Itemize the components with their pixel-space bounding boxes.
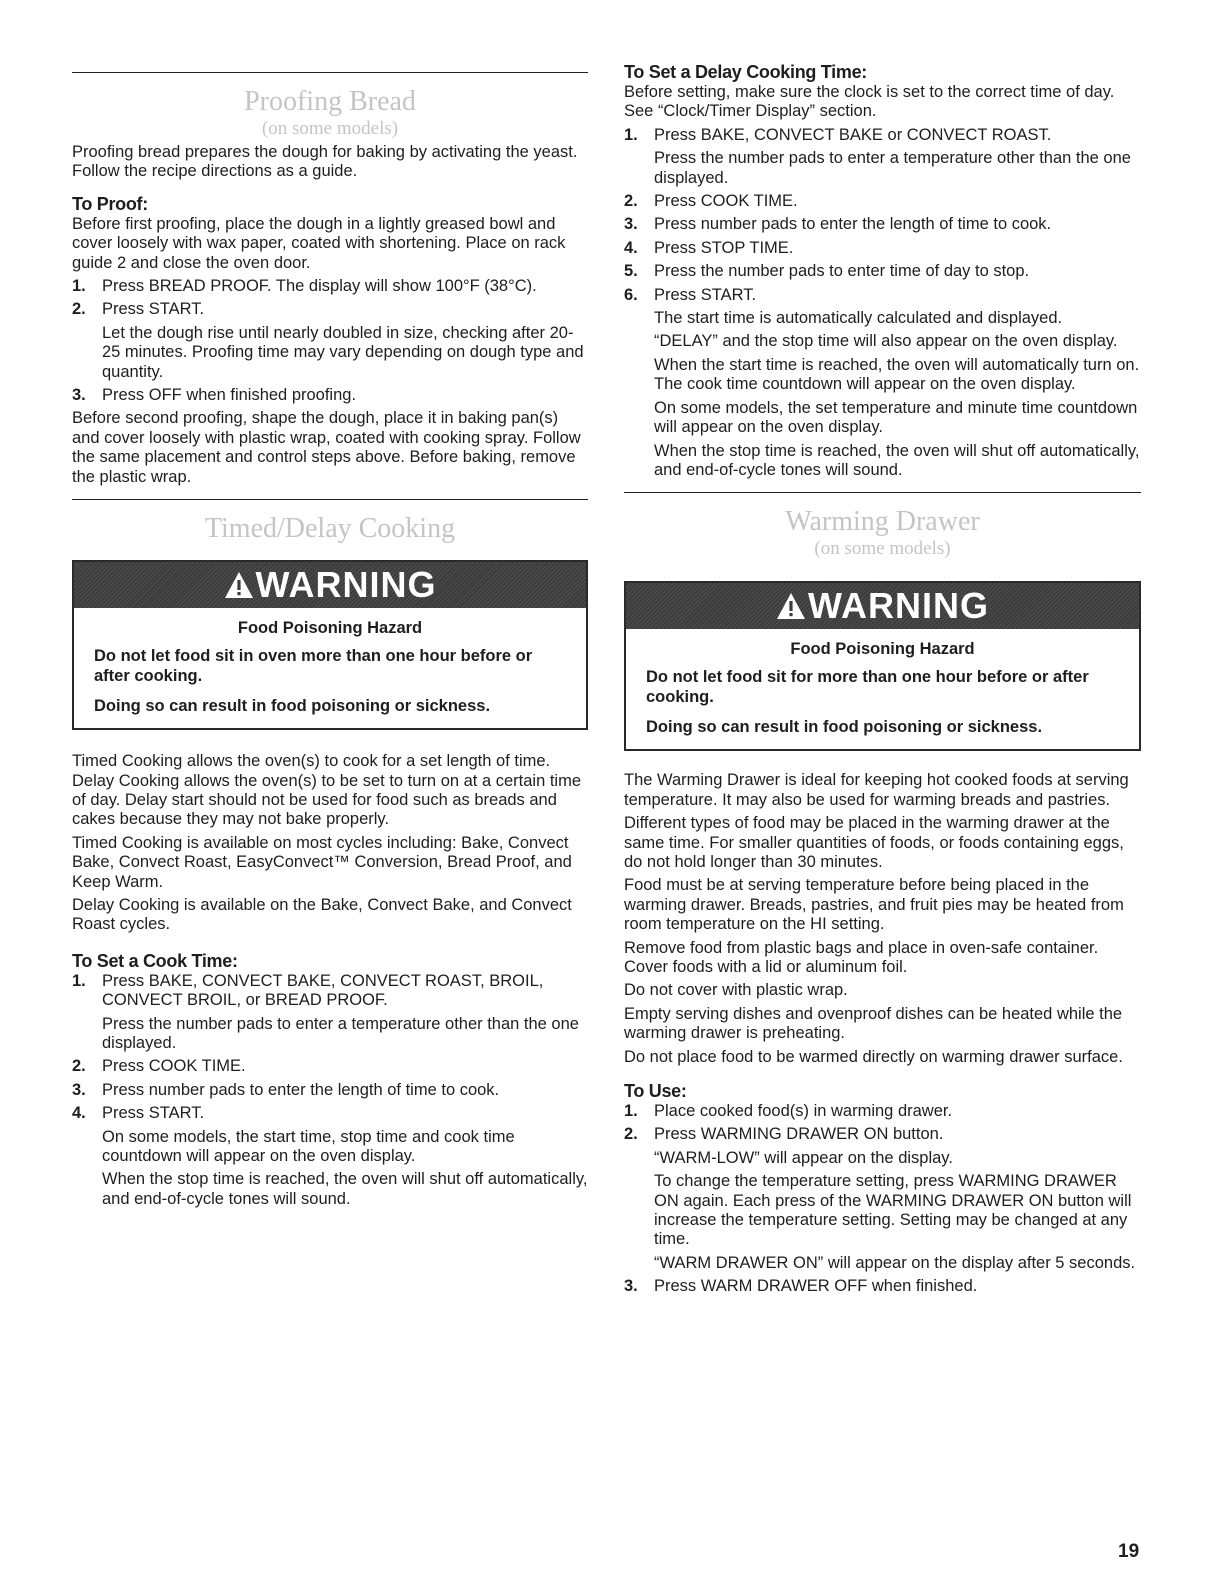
step-text: Press COOK TIME. <box>654 192 798 211</box>
section-subtitle-warming: (on some models) <box>814 538 951 560</box>
cook-time-steps <box>72 972 588 1209</box>
step-item <box>72 277 588 296</box>
step-number: 1. <box>72 971 86 990</box>
warning-triangle-icon <box>776 591 806 621</box>
warning-hazard: Food Poisoning Hazard <box>237 619 423 638</box>
step-number: 2. <box>624 1125 638 1144</box>
warning-line: Do not let food sit for more than one hour before or after cooking. <box>646 668 1089 707</box>
step-number: 3. <box>72 386 86 405</box>
step-note: Let the dough rise until nearly doubled in size, checking after 20-25 minutes. Proofing time may vary depending on dough type and quantity. <box>102 323 584 381</box>
section-title-proofing: Proofing Bread <box>244 86 416 117</box>
step-note: On some models, the set temperature and minute time countdown will appear on the oven display. <box>654 398 1138 437</box>
step-text: Press START. <box>102 1104 205 1123</box>
timed-paragraphs <box>72 752 588 935</box>
step-item <box>624 1125 1141 1273</box>
step-item <box>624 192 1141 211</box>
step-note: “DELAY” and the stop time will also appear on the oven display. <box>654 332 1118 351</box>
step-text: Press OFF when finished proofing. <box>102 386 357 405</box>
step-text: Press BREAD PROOF. The display will show 100°F (38°C). <box>102 277 537 296</box>
step-note: When the stop time is reached, the oven will shut off automatically, and end-of-cycle tones will sound. <box>654 441 1140 479</box>
step-note: When the stop time is reached, the oven will shut off automatically, and end-of-cycle tones will sound. <box>102 1170 588 1208</box>
warming-paragraphs <box>624 771 1141 1067</box>
warning-banner <box>626 583 1139 629</box>
section-subtitle-proofing: (on some models) <box>261 118 399 139</box>
warning-hazard: Food Poisoning Hazard <box>790 640 975 659</box>
step-note: Press the number pads to enter a temperature other than the one displayed. <box>654 149 1131 187</box>
step-text: Press START. <box>102 300 205 319</box>
step-text: Press number pads to enter the length of time to cook. <box>654 215 1052 234</box>
step-number: 2. <box>72 1057 86 1076</box>
step-number: 6. <box>624 285 638 304</box>
body-paragraph: Food must be at serving temperature before being placed in the warming drawer. Breads, pastries, and fruit pies may be heated from room temperature on the HI setting. <box>624 876 1124 934</box>
step-number: 4. <box>72 1104 86 1123</box>
step-number: 3. <box>72 1080 86 1099</box>
step-number: 1. <box>624 125 638 144</box>
section-divider <box>624 492 1141 493</box>
delay-heading: To Set a Delay Cooking Time: <box>624 62 867 82</box>
warning-line: Doing so can result in food poisoning or sickness. <box>94 697 491 716</box>
step-number: 3. <box>624 215 638 234</box>
warning-label: WARNING <box>808 585 989 627</box>
step-note: When the start time is reached, the oven will automatically turn on. The cook time countdown will appear on the oven display. <box>654 355 1140 394</box>
proofing-intro: Proofing bread prepares the dough for baking by activating the yeast. Follow the recipe directions as a guide. <box>72 143 578 181</box>
step-note: To change the temperature setting, press WARMING DRAWER ON again. Each press of the WARMING DRAWER ON button will increase the temperature setting. Setting may be changed at any time. <box>654 1172 1132 1249</box>
left-column <box>72 72 588 1209</box>
step-text: Press WARMING DRAWER ON button. <box>654 1125 944 1144</box>
step-number: 2. <box>624 192 638 211</box>
step-number: 5. <box>624 262 638 281</box>
step-text: Press START. <box>654 285 757 304</box>
warning-triangle-icon <box>224 570 254 600</box>
section-title-warming: Warming Drawer <box>785 506 980 538</box>
to-use-steps <box>624 1102 1141 1297</box>
step-item <box>624 126 1141 188</box>
step-item <box>624 1102 1141 1121</box>
step-text: Press STOP TIME. <box>654 238 794 257</box>
step-number: 4. <box>624 238 638 257</box>
cook-time-heading: To Set a Cook Time: <box>72 950 238 971</box>
body-paragraph: The Warming Drawer is ideal for keeping hot cooked foods at serving temperature. It may also be used for warming breads and pastries. <box>624 771 1129 809</box>
step-number: 3. <box>624 1277 638 1296</box>
second-proof-text: Before second proofing, shape the dough, place it in baking pan(s) and cover loosely with plastic wrap, coated with cooking spray. Follow the same placement and control steps above. Before baking, remove the plastic wrap. <box>72 409 581 486</box>
warning-banner <box>74 562 586 608</box>
delay-intro: Before setting, make sure the clock is set to the correct time of day. See “Clock/Timer Display” section. <box>624 83 1115 121</box>
body-paragraph: Timed Cooking is available on most cycles including: Bake, Convect Bake, Convect Roast, EasyConvect™ Conversion, Bread Proof, and Keep Warm. <box>72 833 572 891</box>
step-text: Press WARM DRAWER OFF when finished. <box>654 1277 978 1296</box>
warning-label: WARNING <box>255 564 437 606</box>
step-text: Press COOK TIME. <box>102 1057 246 1076</box>
warning-body <box>74 608 586 728</box>
step-text: Press number pads to enter the length of time to cook. <box>102 1080 500 1099</box>
step-item <box>624 239 1141 258</box>
section-divider <box>72 72 588 73</box>
to-use-heading: To Use: <box>624 1081 687 1101</box>
step-text: Press BAKE, CONVECT BAKE, CONVECT ROAST, BROIL, CONVECT BROIL, or BREAD PROOF. <box>102 971 544 1010</box>
step-item <box>624 1277 1141 1296</box>
body-paragraph: Timed Cooking allows the oven(s) to cook for a set length of time. Delay Cooking allows the oven(s) to be set to turn on at a certain time of day. Delay start should not be used for food such as breads and cakes because they may not bake properly. <box>72 752 582 829</box>
section-divider <box>72 499 588 500</box>
warning-body <box>626 629 1139 749</box>
step-note: Press the number pads to enter a temperature other than the one displayed. <box>102 1014 579 1052</box>
step-item <box>72 1104 588 1209</box>
body-paragraph: Different types of food may be placed in the warming drawer at the same time. For smaller quantities of foods, or foods containing eggs, do not hold longer than 30 minutes. <box>624 814 1124 871</box>
body-paragraph: Do not cover with plastic wrap. <box>624 981 848 1000</box>
step-text: Press the number pads to enter time of day to stop. <box>654 262 1030 281</box>
step-note: The start time is automatically calculated and displayed. <box>654 309 1063 328</box>
step-note: On some models, the start time, stop time and cook time countdown will appear on the oven display. <box>102 1127 515 1165</box>
step-note: “WARM-LOW” will appear on the display. <box>654 1148 953 1167</box>
body-paragraph: Remove food from plastic bags and place in oven-safe container. Cover foods with a lid or aluminum foil. <box>624 938 1099 976</box>
step-number: 2. <box>72 300 86 319</box>
body-paragraph: Empty serving dishes and ovenproof dishes can be heated while the warming drawer is preheating. <box>624 1004 1123 1043</box>
body-paragraph: Delay Cooking is available on the Bake, Convect Bake, and Convect Roast cycles. <box>72 895 572 934</box>
to-proof-intro: Before first proofing, place the dough in a lightly greased bowl and cover loosely with wax paper, coated with shortening. Place on rack guide 2 and close the oven door. <box>72 214 566 272</box>
step-item <box>72 1081 588 1100</box>
delay-steps <box>624 126 1141 481</box>
warning-box <box>72 560 588 730</box>
warning-line: Doing so can result in food poisoning or sickness. <box>646 718 1043 737</box>
step-item <box>72 386 588 405</box>
warning-line: Do not let food sit in oven more than one hour before or after cooking. <box>94 647 533 686</box>
step-text: Place cooked food(s) in warming drawer. <box>654 1102 953 1120</box>
to-proof-heading: To Proof: <box>72 193 148 214</box>
step-item <box>624 215 1141 234</box>
step-item <box>72 1057 588 1076</box>
step-item <box>72 972 588 1054</box>
body-paragraph: Do not place food to be warmed directly on warming drawer surface. <box>624 1047 1123 1066</box>
right-column <box>624 62 1141 1297</box>
step-note: “WARM DRAWER ON” will appear on the display after 5 seconds. <box>654 1253 1136 1272</box>
step-number: 1. <box>72 277 86 296</box>
step-text: Press BAKE, CONVECT BAKE or CONVECT ROAST. <box>654 125 1052 144</box>
step-item <box>72 300 588 382</box>
warning-box <box>624 581 1141 751</box>
step-item <box>624 262 1141 281</box>
section-title-timed: Timed/Delay Cooking <box>204 513 456 545</box>
step-item <box>624 286 1141 481</box>
proof-steps <box>72 277 588 405</box>
page-number: 19 <box>1118 1541 1140 1562</box>
step-number: 1. <box>624 1102 638 1120</box>
